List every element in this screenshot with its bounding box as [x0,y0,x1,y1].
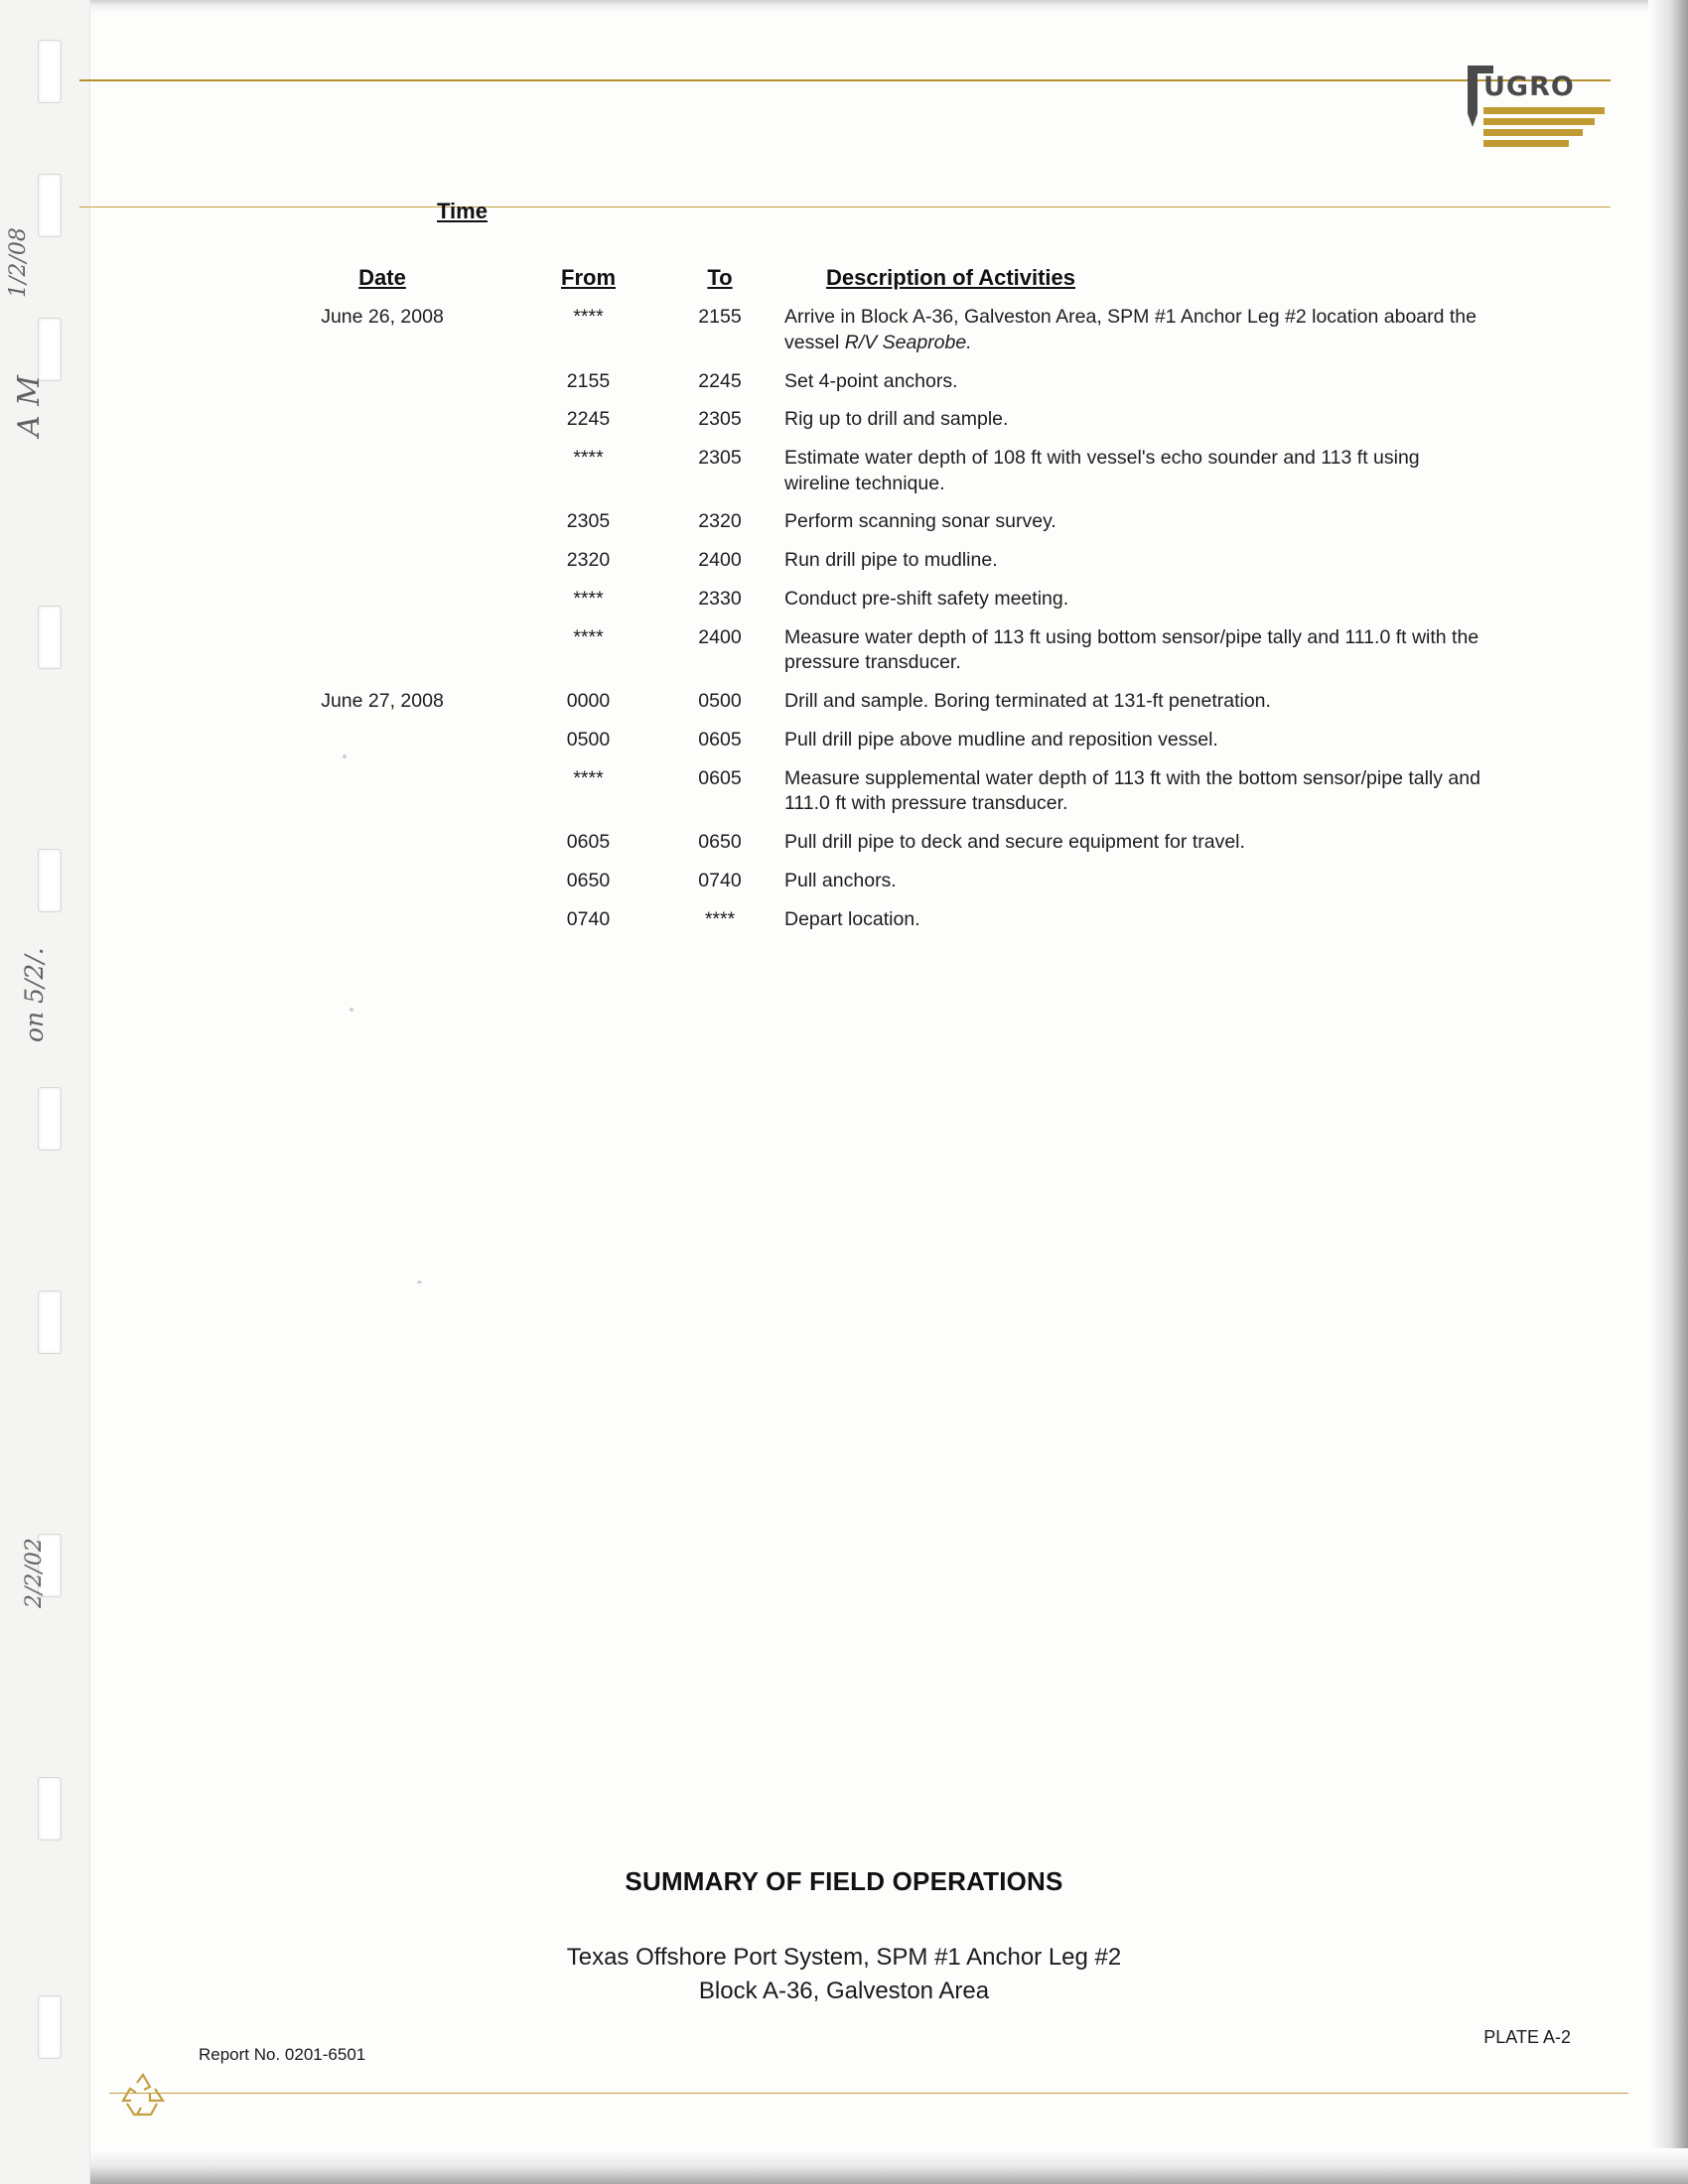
cell-description: Measure water depth of 113 ft using bottom sensor/pipe tally and 111.0 ft with the pressure transducer. [784,625,1479,674]
binder-hole [38,174,62,237]
cell-date [243,728,521,766]
cell-from: 2155 [566,369,611,392]
scan-speck [417,1281,422,1284]
cell-to: 2305 [698,408,742,431]
report-number: Report No. 0201-6501 [199,2045,366,2064]
table-row [243,689,1481,728]
binder-hole [38,606,62,669]
cell-from: 2245 [566,408,611,431]
cell-to: 0500 [698,690,742,713]
handwritten-annotation: 1/2/08 [6,227,31,298]
cell-from: 0000 [566,690,611,713]
operations-table-body [243,263,1481,945]
cell-from: **** [573,587,604,610]
header-to: To [707,265,733,290]
cell-date [243,907,521,946]
handwritten-annotation: A M [12,375,47,437]
cell-description: Pull anchors. [784,869,897,891]
time-group-header: Time [437,199,488,223]
cell-to: 0740 [698,869,742,891]
plate-number: PLATE A-2 [1483,2027,1571,2047]
page-edge-right [1648,0,1688,2184]
cell-to: 0605 [698,728,742,751]
table-row [243,548,1481,587]
cell-from: 0650 [566,869,611,891]
recycle-icon [117,2073,169,2116]
cell-to: 0605 [698,766,742,789]
cell-date [243,369,521,408]
cell-date [243,509,521,548]
footer-subtitle-line2: Block A-36, Galveston Area [698,1978,990,2004]
cell-description: Pull drill pipe to deck and secure equipment for travel. [784,831,1245,854]
footer-title: SUMMARY OF FIELD OPERATIONS [625,1866,1063,1896]
footer-subtitle-line1: Texas Offshore Port System, SPM #1 Anchor Leg #2 [566,1944,1122,1971]
logo-wordmark: UGRO [1483,71,1575,102]
cell-date [243,446,521,509]
cell-to: **** [704,907,736,930]
table-row [243,625,1481,689]
cell-to: 2330 [698,587,742,610]
header-description: Description of Activities [826,265,1076,290]
logo-bar [1483,140,1569,147]
binder-hole [38,1777,62,1841]
cell-description: Estimate water depth of 108 ft with vessel's echo sounder and 113 ft using wireline technique. [784,446,1420,494]
cell-from: 2320 [566,549,611,572]
footer-rule [109,2093,1628,2094]
description-text: Arrive in Block A-36, Galveston Area, SPM #1 Anchor Leg #2 location aboard the vessel [784,306,1477,353]
table-row [243,869,1481,907]
cell-from: 2305 [566,510,611,533]
cell-to: 2320 [698,510,742,533]
cell-date [243,587,521,625]
cell-description: Run drill pipe to mudline. [784,549,998,572]
table-row [243,587,1481,625]
cell-from: 0500 [566,728,611,751]
cell-description: Drill and sample. Boring terminated at 131-ft penetration. [784,690,1271,713]
cell-description: Set 4-point anchors. [784,369,958,392]
cell-date [243,830,521,869]
cell-date [243,625,521,689]
logo-bar [1483,129,1583,136]
header-date: Date [358,265,406,290]
header-rule-bottom [79,206,1611,207]
cell-description: Depart location. [784,907,920,930]
cell-to: 0650 [698,831,742,854]
table-row [243,446,1481,509]
scan-speck [343,754,347,758]
table-row [243,907,1481,946]
binder-hole [38,849,62,912]
cell-to: 2400 [698,625,742,648]
scan-speck [350,1008,353,1012]
table-row [243,830,1481,869]
cell-date: June 26, 2008 [321,306,444,329]
cell-from: **** [573,446,604,469]
binder-hole [38,318,62,381]
logo-mast-icon [1468,66,1477,127]
table-row [243,305,1481,368]
handwritten-annotation: 2/2/02 [22,1538,47,1608]
cell-date [243,548,521,587]
binder-hole [38,40,62,103]
description-italic: R/V Seaprobe. [844,331,972,353]
table-row [243,369,1481,408]
cell-description: Perform scanning sonar survey. [784,510,1056,533]
page-edge-bottom [0,2148,1688,2184]
cell-date [243,869,521,907]
page-edge-top [0,0,1688,14]
table-header-row [243,263,1481,305]
field-operations-table [243,263,1494,945]
table-row [243,407,1481,446]
cell-from: **** [573,306,604,329]
cell-from: **** [573,766,604,789]
cell-description: Conduct pre-shift safety meeting. [784,587,1069,610]
cell-description: Pull drill pipe above mudline and reposition vessel. [784,728,1218,751]
cell-date [243,407,521,446]
cell-description: Measure supplemental water depth of 113 ft with the bottom sensor/pipe tally and 111.0 ft with pressure transducer. [784,766,1480,815]
cell-from: 0605 [566,831,611,854]
cell-description [784,305,1481,368]
table-row [243,728,1481,766]
cell-to: 2305 [698,446,742,469]
logo-bar [1483,118,1595,125]
cell-to: 2400 [698,549,742,572]
cell-to: 2245 [698,369,742,392]
handwritten-annotation: on 5/2/. [20,947,49,1042]
logo-bar [1483,107,1605,114]
table-row [243,766,1481,830]
header-from: From [561,265,616,290]
binder-hole-strip [0,0,90,2184]
cell-description: Rig up to drill and sample. [784,408,1009,431]
cell-from: 0740 [566,907,611,930]
cell-from: **** [573,625,604,648]
binder-hole [38,1291,62,1354]
header-rule-top [79,79,1611,81]
fugro-logo [1462,62,1611,151]
cell-to: 2155 [698,306,742,329]
operations-table [243,263,1481,945]
table-row [243,509,1481,548]
binder-hole [38,1087,62,1151]
cell-date [243,766,521,830]
cell-date: June 27, 2008 [321,690,444,713]
